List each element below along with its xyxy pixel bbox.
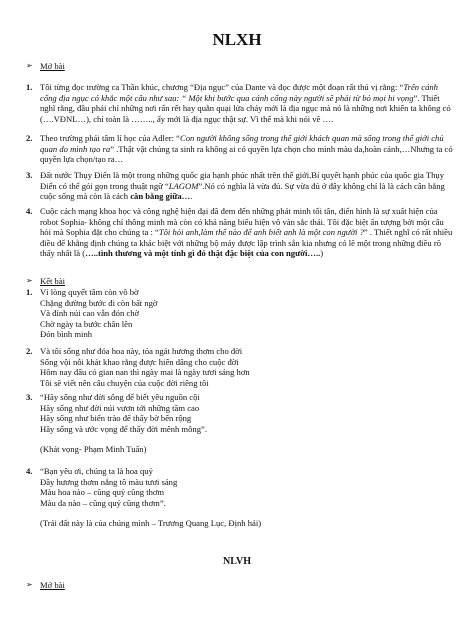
text-segment: . bbox=[190, 191, 193, 202]
item-number: 1. bbox=[26, 82, 33, 92]
text-segment-italic: Con người không sống trong thế giới khách quan mà sống trong thế giới chủ quan do mình tạo ra bbox=[40, 133, 444, 154]
text-segment-bold: …..tình thương và một tính gì đó thật đặc biệt của con người….. bbox=[85, 248, 321, 259]
poem-line: Đầy hương thơm nắng tô màu tươi sáng bbox=[40, 476, 178, 487]
intro-item-3 bbox=[26, 170, 456, 202]
arrow-bullet-icon: ➢ bbox=[26, 276, 33, 285]
poem-lines bbox=[40, 392, 456, 455]
text-segment-bold: cân bằng giữa… bbox=[130, 191, 191, 202]
poem-line: “Bạn yêu ơi, chúng ta là hoa quý bbox=[40, 466, 153, 476]
text-segment: Cuộc cách mạng khoa học và công nghệ hiện đại đã đem đến những phát minh tối tân, điển hình là sự xuất hiện của robot Sophia- không chỉ thông minh mà còn có khả năng biểu hiện vô vàn sắc thái. Tôi đặc biệt ấn tượng bởi một câu hỏi mà Sophia đặt cho chúng ta : “ bbox=[40, 206, 444, 238]
item-number: 4. bbox=[26, 466, 33, 476]
poem-line: Và tôi sống như đóa hoa này, tỏa ngát hương thơm cho đời bbox=[40, 346, 243, 356]
intro-item-1 bbox=[26, 82, 456, 124]
item-text bbox=[40, 133, 456, 165]
intro-item-2 bbox=[26, 133, 456, 165]
text-segment: Theo trường phái tâm lí học của Adler: “ bbox=[40, 133, 180, 143]
conclusion-item-3 bbox=[26, 392, 456, 455]
text-segment: ” .Thật vật chúng ta sinh ra không ai có quyền lựa chọn cho mình màu da,hoàn cảnh,…Nhưng ta có quyền lựa chọn/tạo ra… bbox=[40, 143, 453, 165]
text-segment: ) bbox=[320, 248, 324, 259]
item-number: 4. bbox=[26, 206, 33, 216]
conclusion-heading-label: Kết bài bbox=[40, 276, 66, 286]
second-intro-heading-label: Mở bài bbox=[40, 580, 65, 590]
item-text bbox=[40, 206, 456, 259]
arrow-bullet-icon: ➢ bbox=[26, 61, 33, 70]
document-title: NLXH bbox=[212, 30, 262, 49]
poem-line: Hôm nay đâu có gian nan thì ngày mai là ngày tươi sáng hơn bbox=[40, 367, 250, 378]
poem-line: Hãy sống như biển trào để thấy bờ bến rộng bbox=[40, 413, 192, 424]
poem-line: Màu hoa nào – cũng quý cũng thơm bbox=[40, 487, 165, 498]
poem-attribution: (Khát vọng- Phạm Minh Tuấn) bbox=[40, 444, 147, 455]
item-text bbox=[40, 82, 456, 124]
poem-line: Sống vội nỗi khát khao rằng được hiến dâng cho cuộc đời bbox=[40, 356, 239, 367]
intro-heading-label: Mở bài bbox=[40, 61, 65, 71]
text-segment: Đất nước Thụy Điển là một trong những quốc gia hạnh phúc nhất trên thế giới.Bí quyết hạnh phúc của quốc gia Thụy Điển có thể gói gọn trong thuật ngữ “ bbox=[40, 170, 445, 191]
text-segment-italic: Tôi hỏi anh,làm thế nào để anh biết anh là một con người ? bbox=[158, 227, 364, 238]
text-segment-italic: Trên cánh cổng địa ngục có khắc một câu như sau: “ Một khi bước qua cánh cổng này người sẽ phải từ bỏ mọi hi vọng bbox=[40, 82, 438, 103]
item-number: 2. bbox=[26, 133, 33, 143]
item-number: 3. bbox=[26, 170, 33, 180]
poem-lines bbox=[40, 346, 456, 388]
poem-line: Màu da nào – cũng quý cũng thơm”. bbox=[40, 497, 166, 508]
item-number: 1. bbox=[26, 287, 33, 297]
text-segment: ”.Nó có nghĩa là vừa đủ. Sự vừa đủ ở đây không chỉ là là cách cân bằng cuộc sống mà còn là cách bbox=[40, 180, 445, 202]
text-segment: ” . Thiết nghĩ có rất nhiều điều để khẳng định chúng ta khác biệt với những bộ máy được lập trình sẵn kia nhưng có lẽ một trong những điều rõ thấy nhất là ( bbox=[40, 227, 453, 259]
poem-line: Chờ ngày ta bước chân lên bbox=[40, 318, 133, 329]
item-text bbox=[40, 170, 456, 202]
second-section-title: NLVH bbox=[223, 556, 251, 567]
poem-lines bbox=[40, 287, 456, 340]
poem-line: Hãy sống và ước vọng để thấy đời mênh mông”. bbox=[40, 423, 207, 434]
intro-item-4 bbox=[26, 206, 456, 259]
conclusion-item-2 bbox=[26, 346, 456, 388]
poem-line: “Hãy sống như đời sông để biết yêu nguồn cội bbox=[40, 392, 200, 402]
poem-line: Vì lòng quyết tâm còn vô bờ bbox=[40, 287, 139, 297]
conclusion-item-4 bbox=[26, 466, 456, 529]
text-segment-italic: LAGOM bbox=[168, 180, 199, 191]
poem-line: Chặng đường bước đi còn bất ngờ bbox=[40, 297, 158, 308]
poem-line: Và đỉnh núi cao vẫn đón chờ bbox=[40, 308, 140, 319]
poem-line: Hãy sống như đời núi vươn tới những tầm cao bbox=[40, 402, 200, 413]
item-number: 2. bbox=[26, 346, 33, 356]
poem-lines bbox=[40, 466, 456, 529]
poem-line: Tôi sẽ viết nên câu chuyện của cuộc đời riêng tôi bbox=[40, 377, 209, 388]
item-number: 3. bbox=[26, 392, 33, 402]
arrow-bullet-icon: ➢ bbox=[26, 580, 33, 589]
poem-attribution: (Trái đất này là của chúng mình – Trương Quang Lục, Định hải) bbox=[40, 518, 262, 529]
conclusion-item-1 bbox=[26, 287, 456, 340]
text-segment: ”. Thiết nghĩ rằng, đâu phải chỉ những nơi rấn rết hay quằn quại lửa cháy mới là địa ngục mà nó là những nơi khiến ta không có (….VĐNL…), chỉ toàn là …….., ấy mới là địa ngục thật sự. Vì thế mà khi nói về …. bbox=[40, 92, 451, 124]
poem-line: Đón bình minh bbox=[40, 329, 93, 340]
text-segment: Tôi từng đọc trường ca Thần khúc, chương “Địa ngục” của Dante và đọc được một đoạn rất thú vị rằng: “ bbox=[40, 82, 404, 92]
